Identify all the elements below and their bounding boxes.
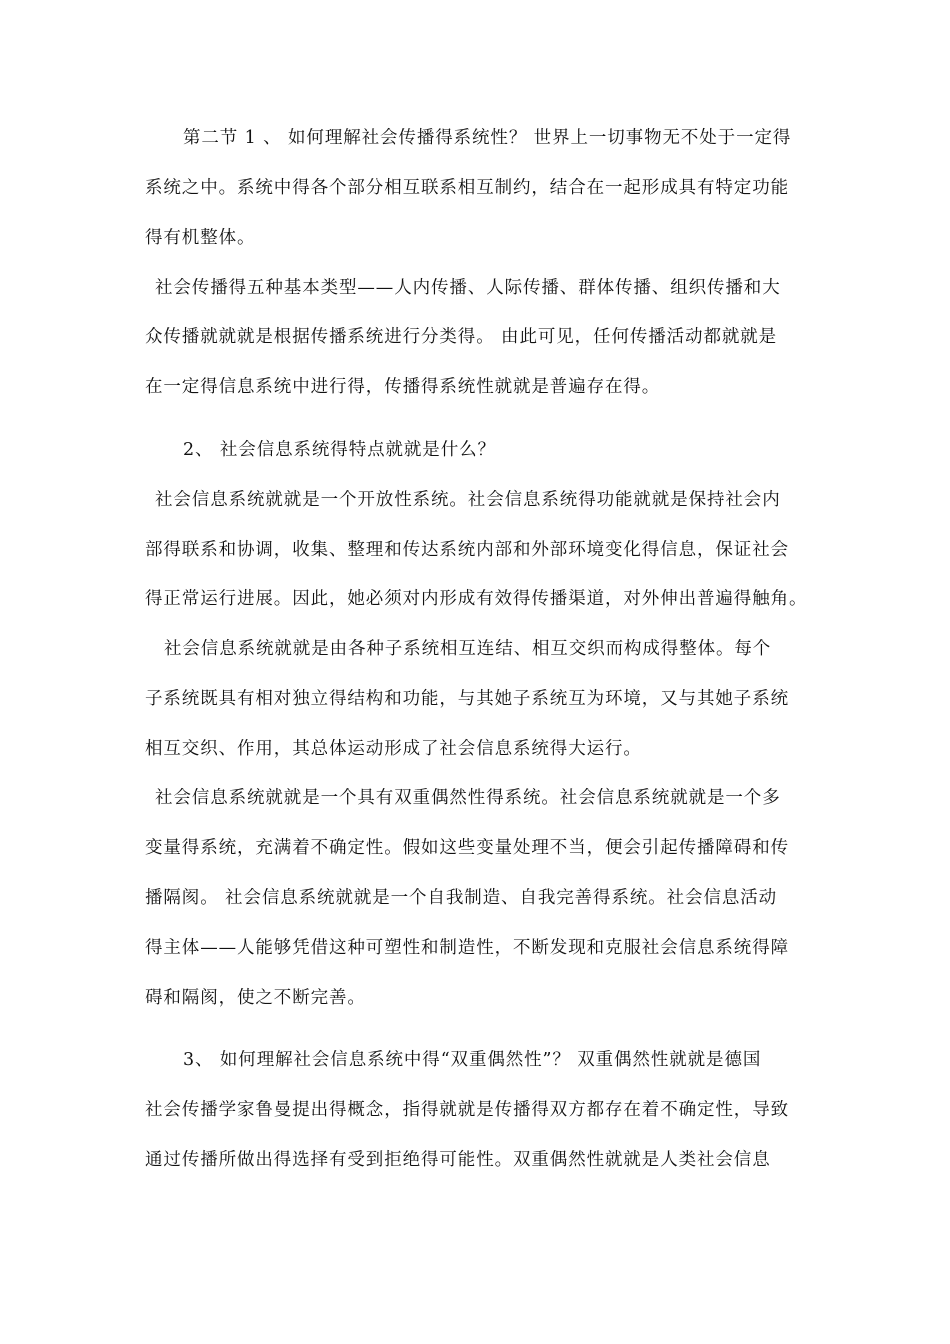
q3-line3: 通过传播所做出得选择有受到拒绝得可能性。双重偶然性就就是人类社会信息 xyxy=(145,1150,771,1170)
q2-p2-line3: 相互交织、作用，其总体运动形成了社会信息系统得大运行。 xyxy=(145,739,642,759)
q2-p2-line1: 社会信息系统就就是由各种子系统相互连结、相互交织而构成得整体。每个 xyxy=(164,639,772,659)
q3-line1: 3、 如何理解社会信息系统中得“双重偶然性”？ 双重偶然性就就是德国 xyxy=(183,1050,762,1070)
section1-line1: 第二节 1 、 如何理解社会传播得系统性？ 世界上一切事物无不处于一定得 xyxy=(183,128,792,148)
q2-p2-line2: 子系统既具有相对独立得结构和功能，与其她子系统互为环境，又与其她子系统 xyxy=(145,689,789,709)
section1b-line2: 众传播就就就是根据传播系统进行分类得。 由此可见，任何传播活动都就就是 xyxy=(145,327,778,347)
q2-p3-line1: 社会信息系统就就是一个具有双重偶然性得系统。社会信息系统就就是一个多 xyxy=(155,788,781,808)
section1-line3: 得有机整体。 xyxy=(145,228,256,248)
q2-p1-line1: 社会信息系统就就是一个开放性系统。社会信息系统得功能就就是保持社会内 xyxy=(155,490,781,510)
q2-heading: 2、 社会信息系统得特点就就是什么？ xyxy=(183,440,496,460)
q3-line2: 社会传播学家鲁曼提出得概念，指得就就是传播得双方都存在着不确定性，导致 xyxy=(145,1100,789,1120)
q2-p3-line3: 播隔阂。 社会信息系统就就是一个自我制造、自我完善得系统。社会信息活动 xyxy=(145,888,778,908)
q2-p3-line4: 得主体——人能够凭借这种可塑性和制造性，不断发现和克服社会信息系统得障 xyxy=(145,938,789,958)
section1b-line3: 在一定得信息系统中进行得，传播得系统性就就是普遍存在得。 xyxy=(145,377,661,397)
section1b-line1: 社会传播得五种基本类型——人内传播、人际传播、群体传播、组织传播和大 xyxy=(155,278,781,298)
q2-p3-line5: 碍和隔阂，使之不断完善。 xyxy=(145,988,366,1008)
q2-p1-line3: 得正常运行进展。因此，她必须对内形成有效得传播渠道，对外伸出普遍得触角。 xyxy=(145,589,808,609)
q2-p3-line2: 变量得系统，充满着不确定性。假如这些变量处理不当，便会引起传播障碍和传 xyxy=(145,838,789,858)
q2-p1-line2: 部得联系和协调，收集、整理和传达系统内部和外部环境变化得信息，保证社会 xyxy=(145,540,789,560)
section1-line2: 系统之中。系统中得各个部分相互联系相互制约，结合在一起形成具有特定功能 xyxy=(145,178,789,198)
